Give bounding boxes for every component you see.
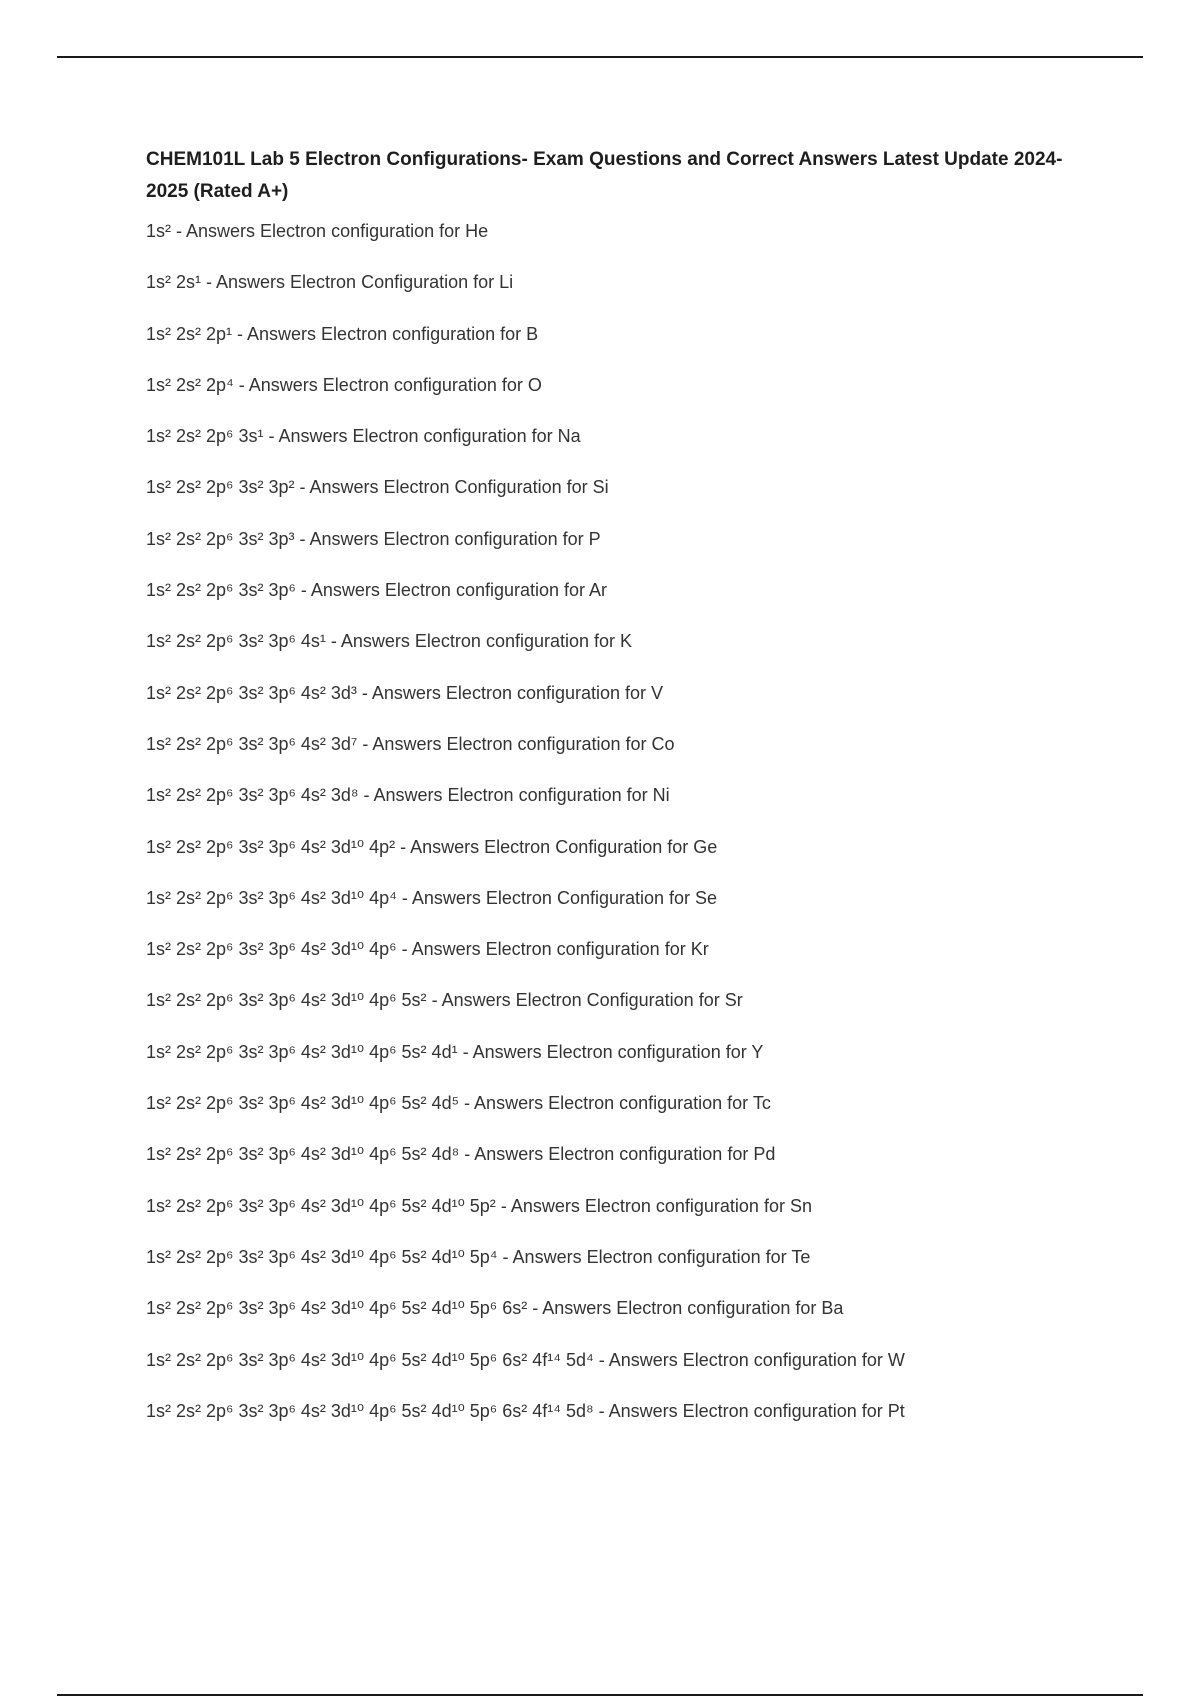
qa-item [146, 270, 1076, 294]
electron-configuration: 1s² 2s² 2p⁶ 3s² 3p⁶ 4s² 3d⁷ [146, 733, 363, 754]
answer-text: - Answers Electron Configuration for Si [299, 477, 609, 498]
electron-configuration: 1s² 2s² 2p⁶ 3s² 3p⁶ 4s² 3d¹⁰ 4p⁶ 5s² 4d¹⁰ 5p⁶ 6s² [146, 1298, 533, 1319]
qa-item [146, 1142, 1076, 1166]
document-title: CHEM101L Lab 5 Electron Configurations- Exam Questions and Correct Answers Latest Update 2024-2025 (Rated A+) [146, 149, 1063, 202]
electron-configuration: 1s² 2s² 2p⁶ 3s² 3p⁶ 4s² 3d¹⁰ 4p⁶ 5s² 4d¹ [146, 1041, 463, 1062]
electron-configuration: 1s² 2s² 2p⁶ 3s¹ [146, 426, 269, 447]
qa-item [146, 1399, 1076, 1423]
electron-configuration: 1s² 2s² 2p¹ [146, 323, 238, 344]
answer-text: - Answers Electron configuration for Pd [464, 1144, 776, 1165]
qa-item [146, 578, 1076, 602]
answer-text: - Answers Electron configuration for O [238, 374, 542, 395]
electron-configuration: 1s² 2s² 2p⁶ 3s² 3p³ [146, 528, 300, 549]
answer-text: - Answers Electron configuration for V [361, 682, 664, 703]
electron-configuration: 1s² 2s² 2p⁶ 3s² 3p² [146, 477, 300, 498]
qa-item [146, 1040, 1076, 1064]
qa-item [146, 732, 1076, 756]
answer-text: - Answers Electron configuration for B [237, 323, 539, 344]
answer-text: - Answers Electron configuration for Ar [300, 580, 608, 601]
electron-configuration: 1s² 2s² 2p⁶ 3s² 3p⁶ 4s² 3d¹⁰ 4p⁶ 5s² [146, 990, 432, 1011]
answer-text: - Answers Electron configuration for Kr [401, 939, 709, 960]
answer-text: - Answers Electron configuration for He [176, 221, 489, 241]
footer-divider [57, 1694, 1143, 1696]
electron-configuration: 1s² 2s² 2p⁶ 3s² 3p⁶ 4s² 3d⁸ [146, 785, 364, 806]
electron-configuration: 1s² 2s² 2p⁶ 3s² 3p⁶ 4s² 3d¹⁰ 4p⁶ 5s² 4d¹⁰ 5p⁴ [146, 1246, 503, 1267]
qa-item [146, 1245, 1076, 1269]
electron-configuration: 1s² 2s² 2p⁶ 3s² 3p⁶ 4s² 3d¹⁰ 4p⁶ 5s² 4d⁸ [146, 1144, 465, 1165]
qa-item [146, 322, 1076, 346]
qa-item [146, 629, 1076, 653]
electron-configuration: 1s² 2s¹ [146, 272, 207, 293]
answer-text: - Answers Electron Configuration for Li [206, 272, 514, 293]
qa-item [146, 373, 1076, 397]
answer-text: - Answers Electron configuration for Pt [598, 1400, 905, 1421]
electron-configuration: 1s² 2s² 2p⁶ 3s² 3p⁶ 4s² 3d¹⁰ 4p⁶ [146, 939, 402, 960]
answer-text: - Answers Electron configuration for K [330, 631, 633, 652]
qa-item [146, 527, 1076, 551]
qa-item [146, 1194, 1076, 1218]
electron-configuration: 1s² 2s² 2p⁶ 3s² 3p⁶ [146, 580, 301, 601]
answer-text: - Answers Electron configuration for Tc [464, 1093, 771, 1114]
electron-configuration: 1s² 2s² 2p⁶ 3s² 3p⁶ 4s² 3d¹⁰ 4p⁶ 5s² 4d¹⁰ 5p⁶ 6s² 4f¹⁴ 5d⁸ [146, 1400, 599, 1421]
answer-text: - Answers Electron configuration for Sn [500, 1195, 812, 1216]
answer-text: - Answers Electron configuration for Te [502, 1246, 811, 1267]
electron-configuration: 1s² 2s² 2p⁴ [146, 374, 239, 395]
electron-configuration: 1s² 2s² 2p⁶ 3s² 3p⁶ 4s² 3d¹⁰ 4p⁴ [146, 887, 402, 908]
answer-text: - Answers Electron configuration for Ba [532, 1298, 844, 1319]
header-divider [57, 56, 1143, 58]
electron-configuration: 1s² 2s² 2p⁶ 3s² 3p⁶ 4s² 3d³ [146, 682, 362, 703]
qa-item [146, 475, 1076, 499]
answer-text: - Answers Electron configuration for Ni [363, 785, 670, 806]
qa-item [146, 783, 1076, 807]
answer-text: - Answers Electron Configuration for Sr [431, 990, 743, 1011]
electron-configuration: 1s² 2s² 2p⁶ 3s² 3p⁶ 4s² 3d¹⁰ 4p⁶ 5s² 4d¹⁰ 5p² [146, 1195, 501, 1216]
electron-configuration: 1s² 2s² 2p⁶ 3s² 3p⁶ 4s² 3d¹⁰ 4p² [146, 836, 401, 857]
qa-item [146, 1091, 1076, 1115]
answer-text: - Answers Electron configuration for P [299, 528, 601, 549]
qa-item [146, 886, 1076, 910]
qa-item [146, 424, 1076, 448]
qa-item [146, 681, 1076, 705]
electron-configuration: 1s² 2s² 2p⁶ 3s² 3p⁶ 4s¹ [146, 631, 331, 652]
answer-text: - Answers Electron configuration for Y [462, 1041, 764, 1062]
answer-text: - Answers Electron configuration for Na [268, 426, 581, 447]
answer-text: - Answers Electron configuration for W [598, 1349, 905, 1370]
qa-item [146, 219, 1076, 243]
qa-list [146, 219, 1076, 1423]
qa-item [146, 1348, 1076, 1372]
qa-item [146, 835, 1076, 859]
electron-configuration: 1s² [146, 221, 177, 241]
answer-text: - Answers Electron Configuration for Se [401, 887, 718, 908]
qa-item [146, 988, 1076, 1012]
electron-configuration: 1s² 2s² 2p⁶ 3s² 3p⁶ 4s² 3d¹⁰ 4p⁶ 5s² 4d¹⁰ 5p⁶ 6s² 4f¹⁴ 5d⁴ [146, 1349, 599, 1370]
qa-item [146, 1296, 1076, 1320]
document-body [146, 144, 1076, 1450]
electron-configuration: 1s² 2s² 2p⁶ 3s² 3p⁶ 4s² 3d¹⁰ 4p⁶ 5s² 4d⁵ [146, 1093, 465, 1114]
answer-text: - Answers Electron Configuration for Ge [400, 836, 718, 857]
answer-text: - Answers Electron configuration for Co [362, 733, 675, 754]
qa-item [146, 937, 1076, 961]
